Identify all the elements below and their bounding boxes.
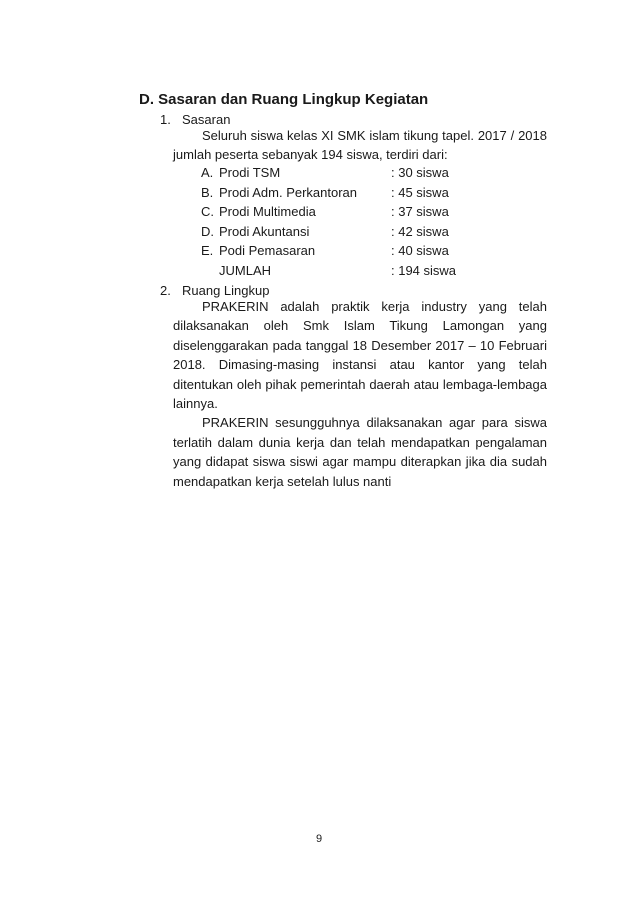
list-item-name: Prodi Adm. Perkantoran (219, 184, 358, 200)
list-item-name: Prodi TSM (219, 165, 281, 180)
ruang-lingkup-title: Ruang Lingkup (182, 283, 270, 298)
list-item-count: : 30 siswa (391, 165, 449, 180)
page-number: 9 (315, 833, 323, 845)
total-label: JUMLAH (219, 262, 272, 278)
list-item-count: : 40 siswa (391, 243, 449, 258)
list-item-letter: B. (201, 184, 214, 200)
list-item-name: Prodi Akuntansi (219, 223, 310, 239)
list-item-count: : 37 siswa (391, 204, 449, 219)
ruang-lingkup-paragraph-2: PRAKERIN sesungguhnya dilaksanakan agar para siswa terlatih dalam dunia kerja dan telah mendapatkan pengalaman yang didapat siswa siswi agar mampu diterapkan jika dia sudah mendapatkan kerja setelah lulus nanti (173, 415, 547, 489)
list-item (201, 183, 456, 203)
list-item-letter: E. (201, 243, 214, 258)
sasaran-number: 1. (160, 112, 171, 127)
sasaran-paragraph-block (173, 126, 547, 165)
list-item-name: Podi Pemasaran (219, 243, 316, 258)
ruang-lingkup-paragraph-1: PRAKERIN adalah praktik kerja industry yang telah dilaksanakan oleh Smk Islam Tikung Lamongan yang diselenggarakan pada tanggal 18 Desember 2017 – 10 Februari 2018. Dimasing-masing instansi atau kantor yang telah ditentukan oleh pihak pemerintah daerah atau lembaga-lembaga lainnya. (173, 299, 547, 412)
ruang-lingkup-paragraphs (173, 297, 547, 491)
list-item-count: : 42 siswa (391, 223, 449, 239)
total-value: : 194 siswa (391, 262, 457, 278)
total-row (201, 261, 456, 281)
list-item-letter: A. (201, 165, 214, 180)
ruang-lingkup-number: 2. (160, 283, 171, 298)
list-item (201, 202, 456, 222)
sasaran-heading (160, 112, 230, 127)
sasaran-paragraph: Seluruh siswa kelas XI SMK islam tikung tapel. 2017 / 2018 jumlah peserta sebanyak 194 siswa, terdiri dari: (173, 128, 547, 163)
list-item (201, 222, 456, 242)
prodi-list (201, 163, 456, 280)
list-item (201, 241, 456, 261)
list-item-letter: C. (201, 204, 214, 219)
sasaran-title: Sasaran (182, 112, 231, 127)
list-item-letter: D. (201, 223, 214, 239)
section-heading: D. Sasaran dan Ruang Lingkup Kegiatan (139, 91, 429, 108)
list-item-count: : 45 siswa (391, 184, 449, 200)
list-item (201, 163, 456, 183)
ruang-lingkup-heading (160, 283, 269, 298)
list-item-name: Prodi Multimedia (219, 204, 316, 219)
